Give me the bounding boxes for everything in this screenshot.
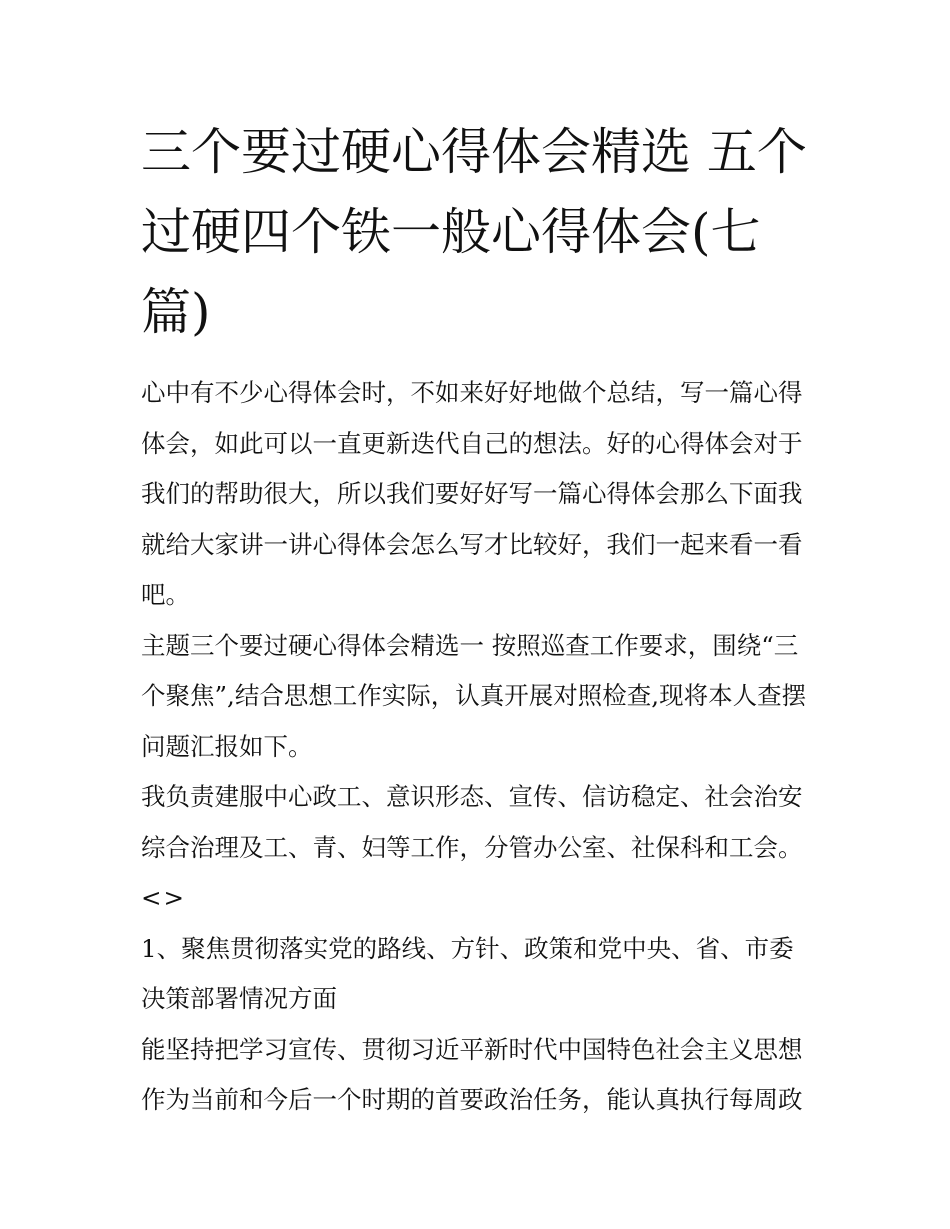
- responsibility-paragraph: 我负责建服中心政工、意识形态、宣传、信访稳定、社会治安综合治理及工、青、妇等工作，分管办公室、社保科和工会。: [141, 782, 803, 862]
- body-paragraph: 能坚持把学习宣传、贯彻习近平新时代中国特色社会主义思想作为当前和今后一个时期的首要政治任务，能认真执行每周政: [141, 1034, 803, 1114]
- document-title: 三个要过硬心得体会精选 五个过硬四个铁一般心得体会(七篇): [141, 123, 807, 341]
- intro-paragraph: 心中有不少心得体会时，不如来好好地做个总结，写一篇心得体会，如此可以一直更新迭代自己的想法。好的心得体会对于我们的帮助很大，所以我们要好好写一篇心得体会那么下面我就给大家讲一讲心得体会怎么写才比较好，我们一起来看一看吧。: [141, 378, 803, 609]
- document-body: [141, 112, 813, 1126]
- theme-paragraph: 主题三个要过硬心得体会精选一 按照巡查工作要求，围绕“三个聚焦”,结合思想工作实际，认真开展对照检查,现将本人查摆问题汇报如下。: [141, 630, 807, 761]
- section-heading-1: 1、聚焦贯彻落实党的路线、方针、政策和党中央、省、市委决策部署情况方面: [141, 933, 794, 1013]
- placeholder-marker: <>: [141, 883, 187, 912]
